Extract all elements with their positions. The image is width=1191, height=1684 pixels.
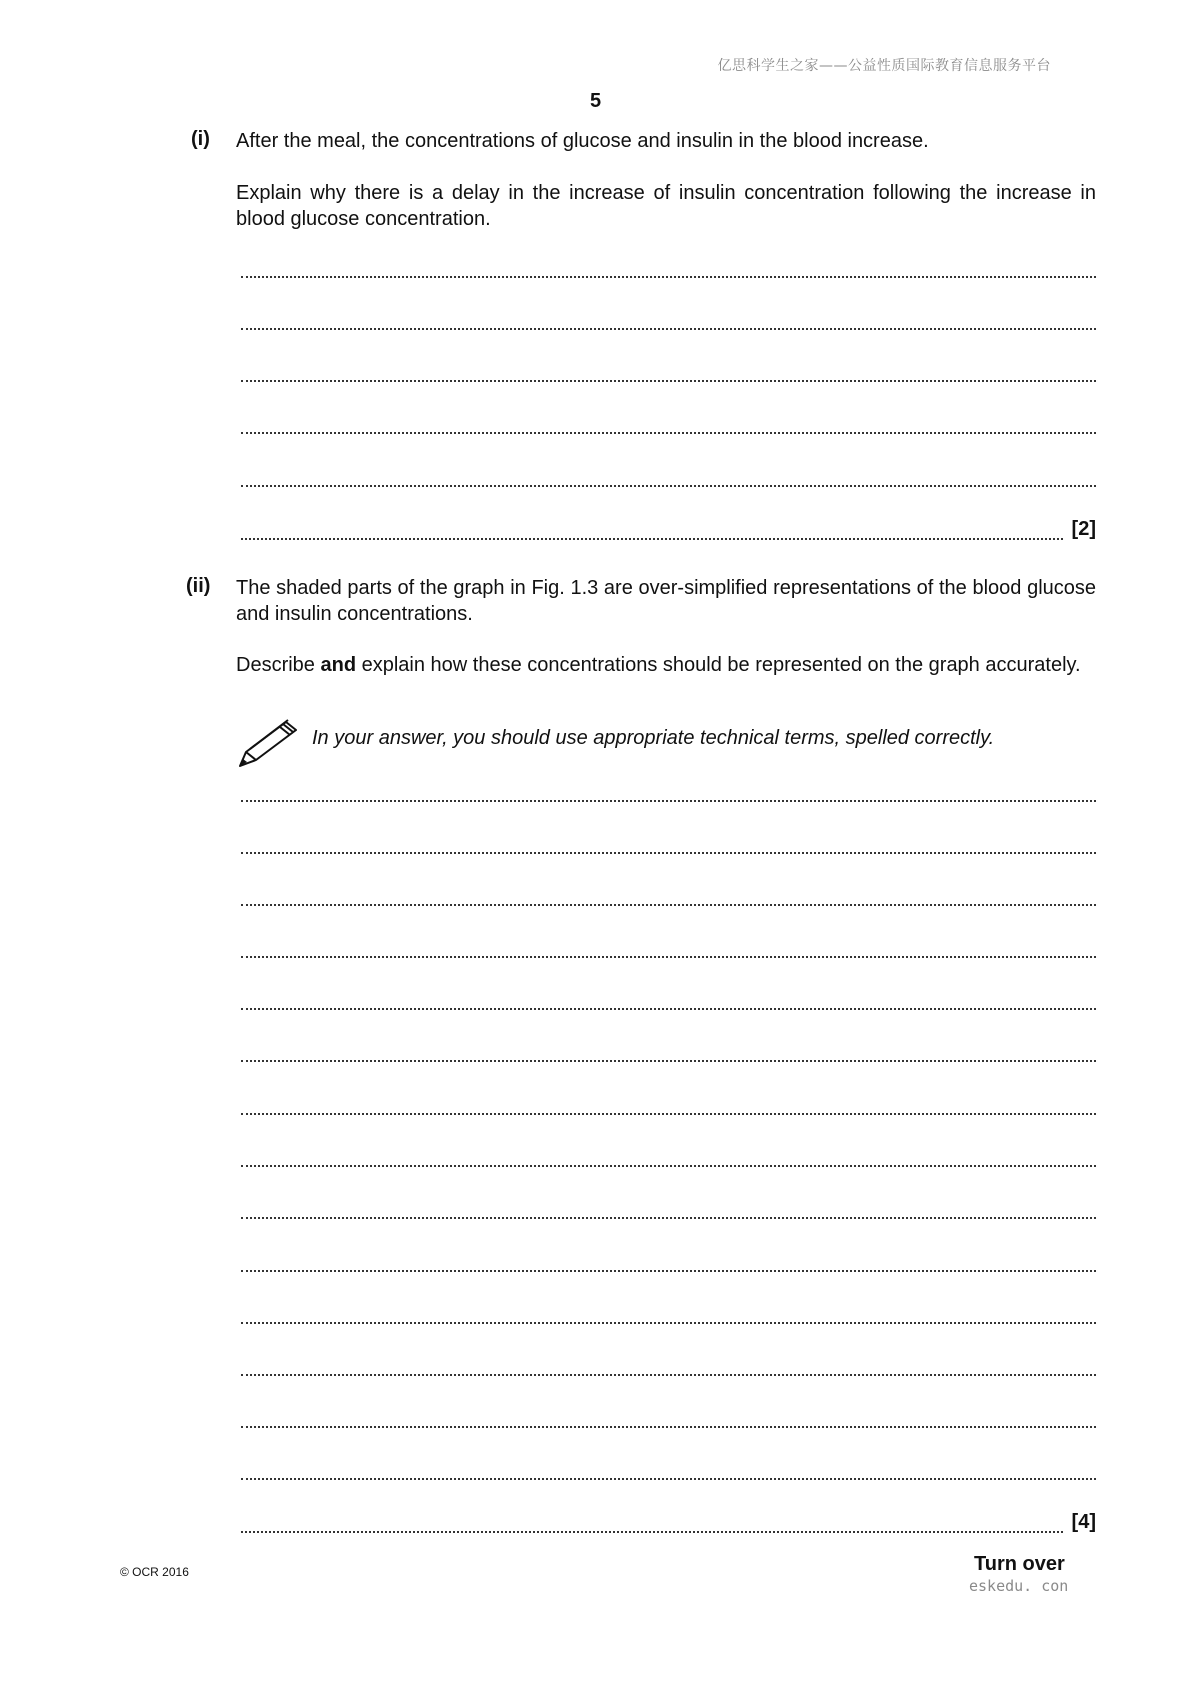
part-ii-label: (ii)	[186, 575, 211, 597]
answer-line[interactable]	[241, 432, 1096, 434]
part-ii-statement: The shaded parts of the graph in Fig. 1.3 are over-simplified representations of the blood glucose and insulin concentrations.	[236, 577, 1096, 625]
answer-line[interactable]	[241, 904, 1096, 906]
answer-line[interactable]	[241, 380, 1096, 382]
part-i-marks: [2]	[1071, 518, 1096, 540]
part-ii-marks: [4]	[1071, 1511, 1096, 1533]
answer-line[interactable]	[241, 328, 1096, 330]
answer-line[interactable]	[241, 1270, 1096, 1272]
answer-line[interactable]	[241, 1008, 1096, 1010]
answer-line[interactable]	[241, 276, 1096, 278]
part-i-label: (i)	[191, 128, 210, 150]
answer-line[interactable]	[241, 1165, 1096, 1167]
question-text: Describe	[236, 654, 321, 676]
answer-line[interactable]	[241, 1217, 1096, 1219]
answer-line[interactable]	[241, 1060, 1096, 1062]
copyright: © OCR 2016	[120, 1565, 189, 1579]
header-watermark: 亿思科学生之家——公益性质国际教育信息服务平台	[717, 58, 1051, 74]
answer-line[interactable]	[241, 852, 1096, 854]
part-i-statement: After the meal, the concentrations of glucose and insulin in the blood increase.	[236, 130, 929, 152]
answer-line[interactable]	[241, 1113, 1096, 1115]
answer-line[interactable]	[241, 485, 1096, 487]
answer-line[interactable]	[241, 1478, 1096, 1480]
page-number: 5	[589, 90, 602, 112]
answer-line[interactable]	[241, 538, 1063, 540]
answer-line[interactable]	[241, 956, 1096, 958]
answer-line[interactable]	[241, 1531, 1063, 1533]
footer-watermark: eskedu. con	[969, 1577, 1069, 1595]
question-emphasis: and	[320, 654, 357, 676]
answer-line[interactable]	[241, 1374, 1096, 1376]
question-text: explain how these concentrations should be represented on the graph accurately.	[356, 654, 1081, 676]
answer-line[interactable]	[241, 800, 1096, 802]
pencil-icon	[236, 716, 302, 770]
turn-over: Turn over	[974, 1553, 1065, 1575]
part-ii-question	[236, 652, 1096, 678]
part-i-question: Explain why there is a delay in the increase of insulin concentration following the increase in blood glucose concentration.	[236, 182, 1096, 230]
answer-line[interactable]	[241, 1426, 1096, 1428]
instruction-text: In your answer, you should use appropriate technical terms, spelled correctly.	[312, 727, 995, 749]
answer-line[interactable]	[241, 1322, 1096, 1324]
